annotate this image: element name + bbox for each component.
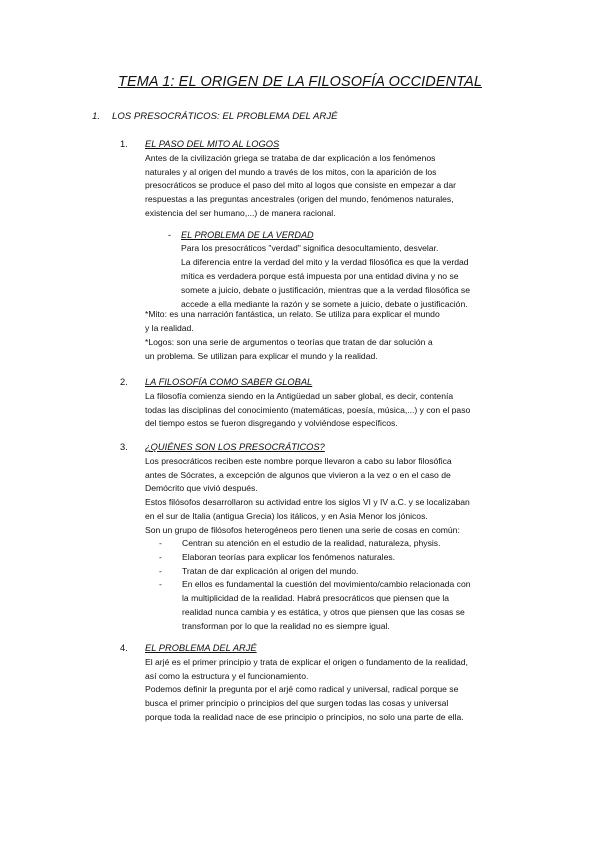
common-traits-list <box>159 537 471 634</box>
dash-marker: - <box>159 579 162 590</box>
subsection-1-paragraph <box>145 152 520 221</box>
list-item-line: Elaboran teorías para explicar los fenómenos naturales. <box>182 551 396 562</box>
subsection-4-paragraph <box>145 656 520 725</box>
verdad-heading <box>168 230 314 240</box>
subsection-1-title: EL PASO DEL MITO AL LOGOS <box>145 139 280 149</box>
paragraph-line: del tiempo estos se fueron disgregando y volviéndose específicos. <box>145 418 398 429</box>
paragraph-line: en el sur de Italia (antigua Grecia) los itálicos, y en Asia Menor los jónicos. <box>145 510 428 521</box>
subsection-4-number: 4. <box>120 643 128 653</box>
paragraph-line: Estos filósofos desarrollaron su actividad entre los siglos VI y IV a.C. y se localizaban <box>145 497 470 508</box>
section-heading <box>92 111 338 122</box>
paragraph-line: así como la estructura y el funcionamiento. <box>145 670 309 681</box>
note-line: y la realidad. <box>145 323 194 333</box>
paragraph-line: accede a ella mediante la razón y se somete a juicio, debate o justificación. <box>181 298 468 309</box>
paragraph-line: somete a juicio, debate o justificación, mientras que a la verdad filosófica se <box>181 284 471 295</box>
subsection-1-number: 1. <box>120 139 128 149</box>
dash-marker: - <box>168 230 172 240</box>
paragraph-line: Demócrito que vivió después. <box>145 483 258 494</box>
dash-marker: - <box>159 538 162 548</box>
paragraph-line: El arjé es el primer principio y trata de explicar el origen o fundamento de la realidad, <box>145 657 468 667</box>
dash-marker: - <box>159 551 162 562</box>
note-line: *Logos: son una serie de argumentos o teorías que tratan de dar solución a <box>145 337 433 347</box>
note-line: un problema. Se utilizan para explicar el mundo y la realidad. <box>145 351 378 361</box>
dash-marker: - <box>159 565 162 576</box>
paragraph-line: mítica es verdadera porque está impuesta por una entidad divina y no se <box>181 270 459 281</box>
paragraph-line: antes de Sócrates, a excepción de algunos que vivieron a la vez o en el caso de <box>145 469 451 480</box>
paragraph-line: busca el primer principio o principios del que surgen todas las cosas y universal <box>145 698 449 709</box>
subsection-3-number: 3. <box>120 442 128 452</box>
section-title: LOS PRESOCRÁTICOS: EL PROBLEMA DEL ARJÉ <box>112 111 338 122</box>
subsection-2-number: 2. <box>120 377 128 387</box>
list-item <box>159 578 471 633</box>
subsection-3-title: ¿QUIÉNES SON LOS PRESOCRÁTICOS? <box>145 442 325 452</box>
definitions-notes <box>145 307 440 363</box>
verdad-paragraph <box>181 242 470 312</box>
paragraph-line: todas las disciplinas del conocimiento (matemáticas, poesía, música,...) y con el paso <box>145 404 471 415</box>
list-item-line: transforman por lo que la realidad no es siempre igual. <box>182 620 390 631</box>
list-item-line: Tratan de dar explicación al origen del mundo. <box>182 565 359 576</box>
list-item <box>159 565 471 579</box>
list-item <box>159 537 471 551</box>
paragraph-line: Podemos definir la pregunta por el arjé como radical y universal, radical porque se <box>145 684 459 695</box>
paragraph-line: respuestas a las preguntas ancestrales (origen del mundo, fenómenos naturales, <box>145 194 454 205</box>
list-item <box>159 551 471 565</box>
paragraph-line: presocráticos se produce el paso del mito al logos que consiste en empezar a dar <box>145 180 456 191</box>
subsection-2-title: LA FILOSOFÍA COMO SABER GLOBAL <box>145 377 313 387</box>
paragraph-line: naturales y al origen del mundo a través de los mitos, con la aparición de los <box>145 166 437 177</box>
paragraph-line: Son un grupo de filósofos heterogéneos pero tienen una serie de cosas en común: <box>145 524 460 535</box>
paragraph-line: Para los presocráticos "verdad" significa desocultamiento, desvelar. <box>181 243 439 253</box>
paragraph-line: La filosofía comienza siendo en la Antigüedad un saber global, es decir, contenía <box>145 391 454 401</box>
verdad-title: EL PROBLEMA DE LA VERDAD <box>181 230 314 240</box>
list-item-line: En ellos es fundamental la cuestión del movimiento/cambio relacionada con <box>182 579 471 590</box>
subsection-4-title: EL PROBLEMA DEL ARJÉ <box>145 643 257 653</box>
list-item-line: la multiplicidad de la realidad. Habrá presocráticos que piensen que la <box>182 593 450 604</box>
list-item-line: Centran su atención en el estudio de la realidad, naturaleza, physis. <box>182 538 441 548</box>
paragraph-line: existencia del ser humano,...) de manera racional. <box>145 207 336 218</box>
note-line: *Mito: es una narración fantástica, un relato. Se utiliza para explicar el mundo <box>145 309 440 319</box>
subsection-2-paragraph <box>145 390 520 431</box>
paragraph-line: porque toda la realidad nace de ese principio o principios, no solo una parte de ella. <box>145 711 464 722</box>
document-title: TEMA 1: EL ORIGEN DE LA FILOSOFÍA OCCIDENTAL <box>117 74 483 90</box>
subsection-3-paragraph <box>145 455 520 537</box>
list-item-line: realidad nunca cambia y es estática, y otros que piensen que las cosas se <box>182 606 465 617</box>
paragraph-line: Los presocráticos reciben este nombre porque llevaron a cabo su labor filosófica <box>145 456 452 466</box>
paragraph-line: La diferencia entre la verdad del mito y la verdad filosófica es que la verdad <box>181 256 469 267</box>
section-number: 1. <box>92 111 101 122</box>
paragraph-line: Antes de la civilización griega se trataba de dar explicación a los fenómenos <box>145 153 436 163</box>
